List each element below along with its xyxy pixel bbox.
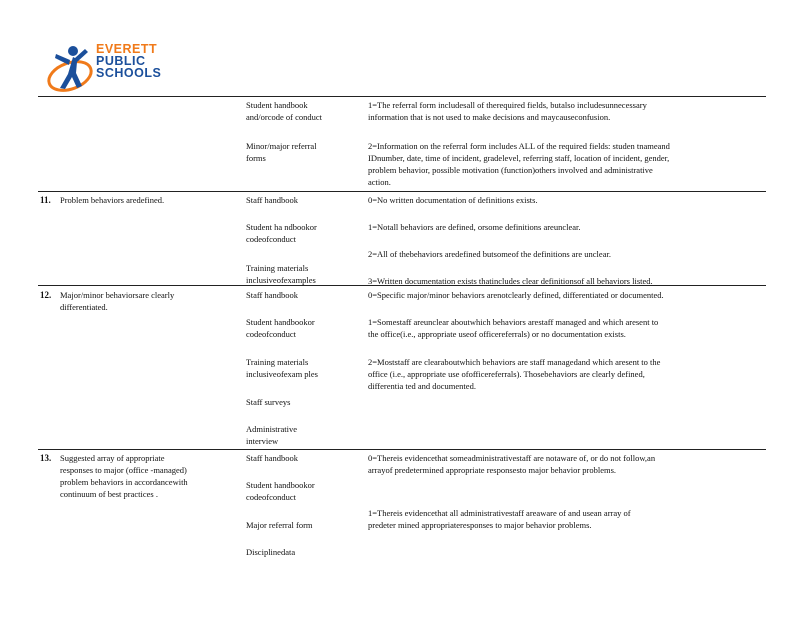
score-line: 0=Thereis evidencethat someadministrativestaff are notaware of, or do not follow,an [368, 453, 656, 463]
score-line: differentia ted and documented. [368, 381, 476, 391]
score-line: information that is not used to make decisions and maycauseconfusion. [368, 112, 611, 122]
source-line: Administrative [246, 424, 297, 434]
item-number: 12. [40, 290, 52, 300]
table-rule-top [38, 96, 766, 97]
score-line: 2=Moststaff are clearaboutwhich behaviors are staff managedand which aresent to the [368, 357, 661, 367]
table-rule-11 [38, 191, 766, 192]
source-line: Staff handbook [246, 453, 299, 463]
score-line: 2=All of thebehaviors aredefined butsomeof the definitions are unclear. [368, 249, 611, 259]
source-line: Staff surveys [246, 397, 291, 407]
item-number: 13. [40, 453, 52, 463]
table-rule-13 [38, 449, 766, 450]
item-text: continuum of best practices . [60, 489, 158, 499]
source-line: codeofconduct [246, 329, 297, 339]
score-line: arrayof predetermined appropriate responsesto major behavior problems. [368, 465, 617, 475]
score-line: predeter mined appropriateresponses to major behavior problems. [368, 520, 592, 530]
source-line: inclusiveofexamples [246, 275, 316, 285]
item-text: Major/minor behaviorsare clearly [60, 290, 175, 300]
source-line: inclusiveofexam ples [246, 369, 318, 379]
logo-line-3: SCHOOLS [96, 66, 162, 80]
item-text: Suggested array of appropriate [60, 453, 165, 463]
district-logo [44, 40, 194, 100]
item-text: responses to major (office -managed) [60, 465, 187, 475]
source-line: Training materials [246, 263, 309, 273]
item-number: 11. [40, 195, 51, 205]
score-line: office (i.e., appropriate use ofofficereferrals). Thosebehaviors are clearly defined, [368, 369, 645, 379]
score-line: action. [368, 177, 391, 187]
score-line: 0=No written documentation of definitions exists. [368, 195, 538, 205]
item-text: differentiated. [60, 302, 108, 312]
source-line: Staff handbook [246, 290, 299, 300]
score-line: 0=Specific major/minor behaviors arenotclearly defined, differentiated or documented. [368, 290, 664, 300]
score-line: 2=Information on the referral form includes ALL of the required fields: studen tnameand [368, 141, 670, 151]
source-line: Student handbookor [246, 480, 315, 490]
source-line: codeofconduct [246, 234, 297, 244]
source-line: Minor/major referral [246, 141, 317, 151]
source-line: Student handbookor [246, 317, 315, 327]
source-line: interview [246, 436, 279, 446]
source-line: Training materials [246, 357, 309, 367]
source-line: Student ha ndbookor [246, 222, 317, 232]
logo-figure-icon [44, 40, 100, 100]
source-line: Student handbook [246, 100, 308, 110]
source-line: and/orcode of conduct [246, 112, 322, 122]
source-line: Staff handbook [246, 195, 299, 205]
score-line: IDnumber, date, time of incident, gradelevel, referring staff, location of incident, gender, [368, 153, 670, 163]
score-line: 3=Written documentation exists thatincludes clear definitionsof all behaviors listed. [368, 276, 653, 286]
logo-line-1: EVERETT [96, 42, 158, 56]
logo-line-2: PUBLIC [96, 54, 146, 68]
score-line: problem behavior, possible motivation (function)others involved and administrative [368, 165, 653, 175]
score-line: 1=The referral form includesall of therequired fields, butalso includesunnecessary [368, 100, 647, 110]
source-line: codeofconduct [246, 492, 297, 502]
source-line: Major referral form [246, 520, 313, 530]
score-line: the office(i.e., appropriate useof officereferrals) or no documentation exists. [368, 329, 626, 339]
item-text: Problem behaviors aredefined. [60, 195, 165, 205]
score-line: 1=Thereis evidencethat all administrativestaff areaware of and usean array of [368, 508, 631, 518]
source-line: Disciplinedata [246, 547, 296, 557]
source-line: forms [246, 153, 266, 163]
score-line: 1=Notall behaviors are defined, orsome definitions areunclear. [368, 222, 581, 232]
score-line: 1=Somestaff areunclear aboutwhich behaviors arestaff managed and which aresent to [368, 317, 659, 327]
item-text: problem behaviors in accordancewith [60, 477, 188, 487]
